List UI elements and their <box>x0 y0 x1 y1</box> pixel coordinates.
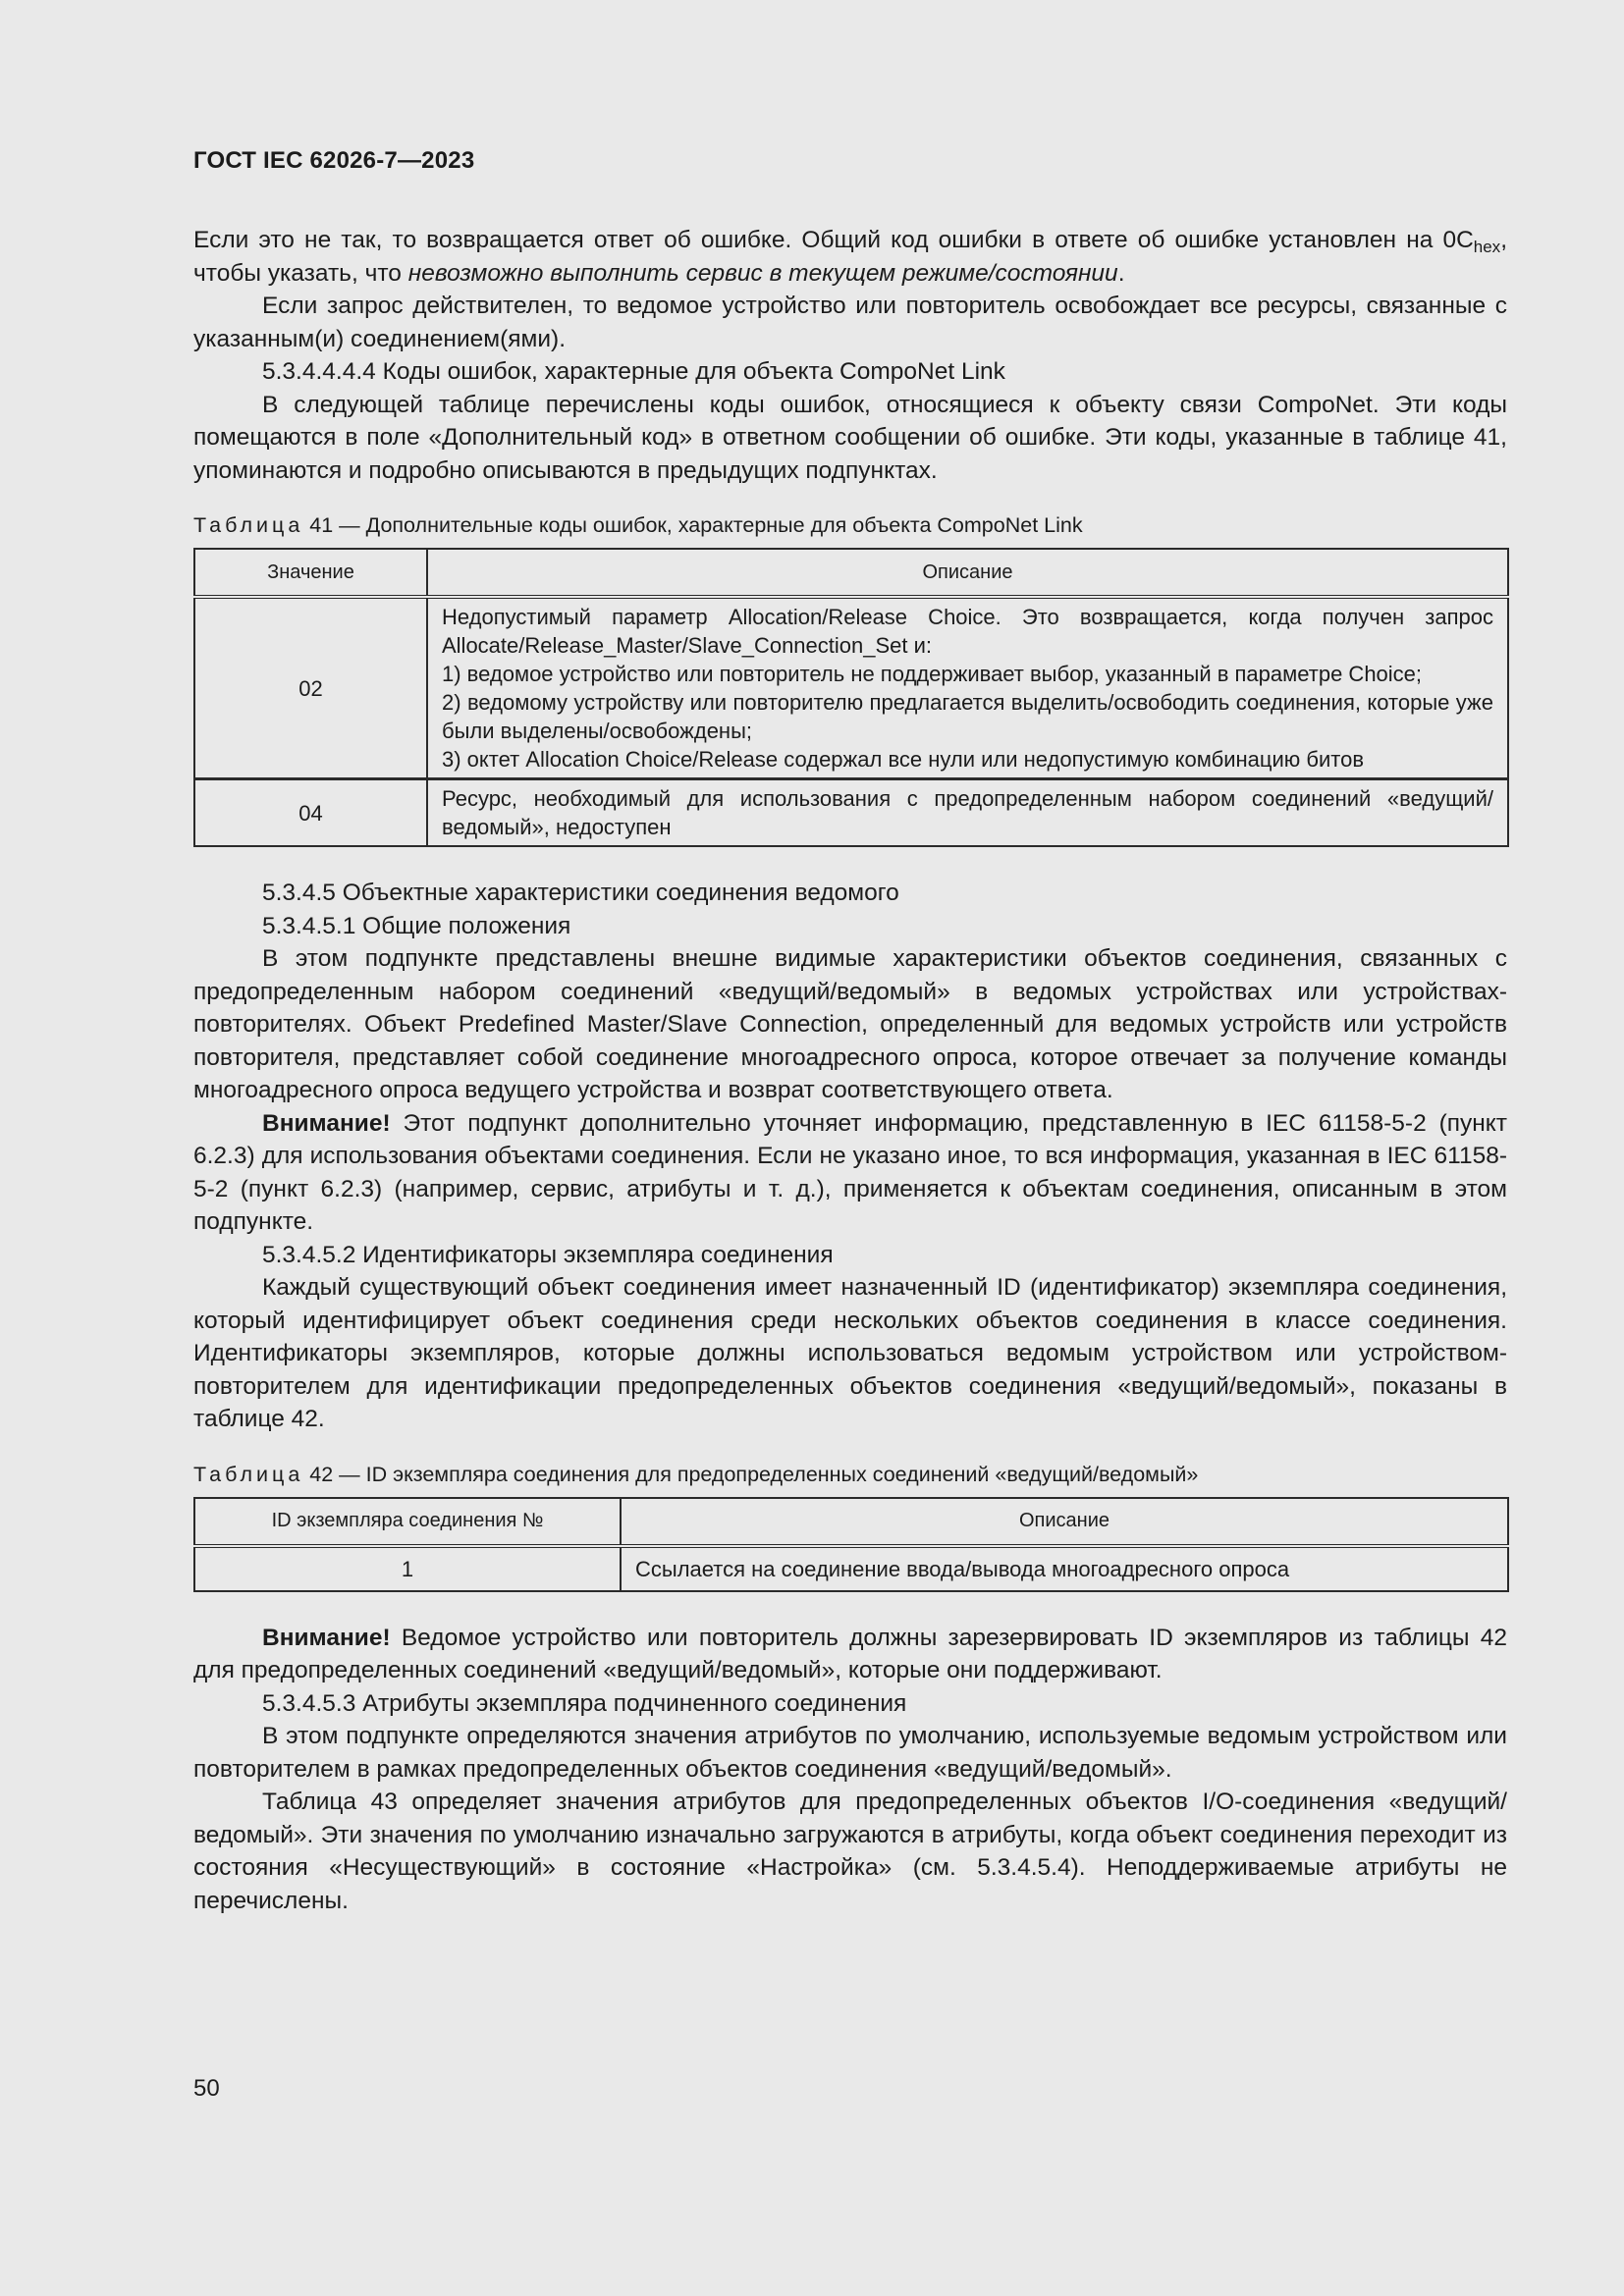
table-41 <box>193 548 1509 847</box>
caption-text: 41 — Дополнительные коды ошибок, характерные для объекта CompoNet Link <box>303 513 1083 537</box>
description-line: 2) ведомому устройству или повторителю предлагается выделить/освободить соединения, которые уже были выделены/освобождены; <box>442 690 1493 743</box>
table-42 <box>193 1497 1509 1592</box>
document-header: ГОСТ IEC 62026-7—2023 <box>193 147 475 174</box>
italic-text: невозможно выполнить сервис в текущем режиме/состоянии <box>407 259 1118 287</box>
cell-instance-id: 1 <box>194 1546 621 1591</box>
caption-text: 42 — ID экземпляра соединения для предопределенных соединений «ведущий/ведомый» <box>303 1462 1199 1486</box>
cell-description <box>427 597 1508 779</box>
cell-value: 04 <box>194 779 427 847</box>
text-run: Ведомое устройство или повторитель должны зарезервировать ID экземпляров из таблицы 42 для предопределенных соединений «ведущий/ведомый», которые они поддерживают. <box>193 1624 1507 1683</box>
text-run: . <box>1117 259 1125 287</box>
section-heading-5-3-4-5-3: 5.3.4.5.3 Атрибуты экземпляра подчиненного соединения <box>262 1689 907 1717</box>
attention-label: Внимание! <box>262 1109 391 1137</box>
table-row <box>194 1546 1508 1591</box>
table-row <box>194 779 1508 847</box>
table-header-row <box>194 1498 1508 1546</box>
table-header-row <box>194 549 1508 597</box>
section-heading-5-3-4-4-4-4: 5.3.4.4.4.4 Коды ошибок, характерные для объекта CompoNet Link <box>262 358 1005 385</box>
text-run: Этот подпункт дополнительно уточняет информацию, представленную в IEC 61158-5-2 (пункт 6.2.3) для использования объектами соединения. Если не указано иное, то вся информация, указанная в IEC 61158-5-2 (пункт 6.2.3) (например, сервис, атрибуты и т. д.), применяется к объектам соединения, описанным в этом подпункте. <box>193 1109 1507 1235</box>
page-body <box>193 224 1507 1917</box>
section-heading-5-3-4-5-2: 5.3.4.5.2 Идентификаторы экземпляра соединения <box>262 1241 834 1268</box>
description-line: Ресурс, необходимый для использования с предопределенным набором соединений «ведущий/ведомый», недоступен <box>442 786 1493 839</box>
page-number: 50 <box>193 2075 220 2102</box>
paragraph-instance-ids: Каждый существующий объект соединения имеет назначенный ID (идентификатор) экземпляра соединения, который идентифицирует объект соединения среди нескольких объектов соединения в классе соединения. Идентификаторы экземпляров, которые должны использоваться ведомым устройством или устройством-повторителем для идентификации предопределенных объектов соединения «ведущий/ведомый», показаны в таблице 42. <box>193 1274 1507 1432</box>
table-41-caption <box>193 510 1507 540</box>
paragraph-attention-1 <box>193 1107 1507 1239</box>
text-run: , чтобы указать, что <box>193 227 1507 287</box>
subscript-hex: hex <box>1473 238 1501 256</box>
paragraph-attention-2 <box>193 1622 1507 1687</box>
section-heading-5-3-4-5-1: 5.3.4.5.1 Общие положения <box>262 912 571 939</box>
caption-label: Таблица <box>193 513 304 537</box>
text-run: Если это не так, то возвращается ответ об ошибке. Общий код ошибки в ответе об ошибке установлен на 0C <box>193 227 1474 253</box>
table-42-caption <box>193 1460 1507 1489</box>
column-header-description: Описание <box>621 1498 1508 1546</box>
paragraph-default-attributes: В этом подпункте определяются значения атрибутов по умолчанию, используемые ведомым устройством или повторителем в рамках предопределенных объектов соединения «ведущий/ведомый». <box>193 1723 1507 1783</box>
table-row <box>194 597 1508 779</box>
description-line: Недопустимый параметр Allocation/Release Choice. Это возвращается, когда получен запрос Allocate/Release_Master/Slave_Connection_Set и: <box>442 605 1493 658</box>
cell-description <box>427 779 1508 847</box>
paragraph-general-provisions: В этом подпункте представлены внешне видимые характеристики объектов соединения, связанных с предопределенным набором соединений «ведущий/ведомый» в ведомых устройствах или устройствах-повторителях. Объект Predefined Master/Slave Connection, определенный для ведомых устройств или устройств повторителя, представляет собой соединение многоадресного опроса, которое отвечает за получение команды многоадресного опроса ведущего устройства и возврат соответствующего ответа. <box>193 945 1507 1103</box>
caption-label: Таблица <box>193 1462 304 1486</box>
paragraph-error-response <box>193 224 1507 290</box>
column-header-description: Описание <box>427 549 1508 597</box>
paragraph-error-codes-intro: В следующей таблице перечислены коды ошибок, относящиеся к объекту связи CompoNet. Эти коды помещаются в поле «Дополнительный код» в ответном сообщении об ошибке. Эти коды, указанные в таблице 41, упоминаются и подробно описываются в предыдущих подпунктах. <box>193 391 1507 484</box>
description-line: 3) октет Allocation Choice/Release содержал все нули или недопустимую комбинацию битов <box>442 747 1365 772</box>
description-line: 1) ведомое устройство или повторитель не поддерживает выбор, указанный в параметре Choice; <box>442 662 1423 686</box>
paragraph-table-43: Таблица 43 определяет значения атрибутов для предопределенных объектов I/O-соединения «ведущий/ведомый». Эти значения по умолчанию изначально загружаются в атрибуты, когда объект соединения переходит из состояния «Несуществующий» в состояние «Настройка» (см. 5.3.4.5.4). Неподдерживаемые атрибуты не перечислены. <box>193 1789 1507 1914</box>
paragraph-valid-request: Если запрос действителен, то ведомое устройство или повторитель освобождает все ресурсы, связанные с указанным(и) соединением(ями). <box>193 293 1507 352</box>
column-header-value: Значение <box>194 549 427 597</box>
attention-label: Внимание! <box>262 1624 391 1651</box>
section-heading-5-3-4-5: 5.3.4.5 Объектные характеристики соединения ведомого <box>262 880 899 906</box>
cell-value: 02 <box>194 597 427 779</box>
cell-description: Ссылается на соединение ввода/вывода многоадресного опроса <box>621 1546 1508 1591</box>
column-header-instance-id: ID экземпляра соединения № <box>194 1498 621 1546</box>
